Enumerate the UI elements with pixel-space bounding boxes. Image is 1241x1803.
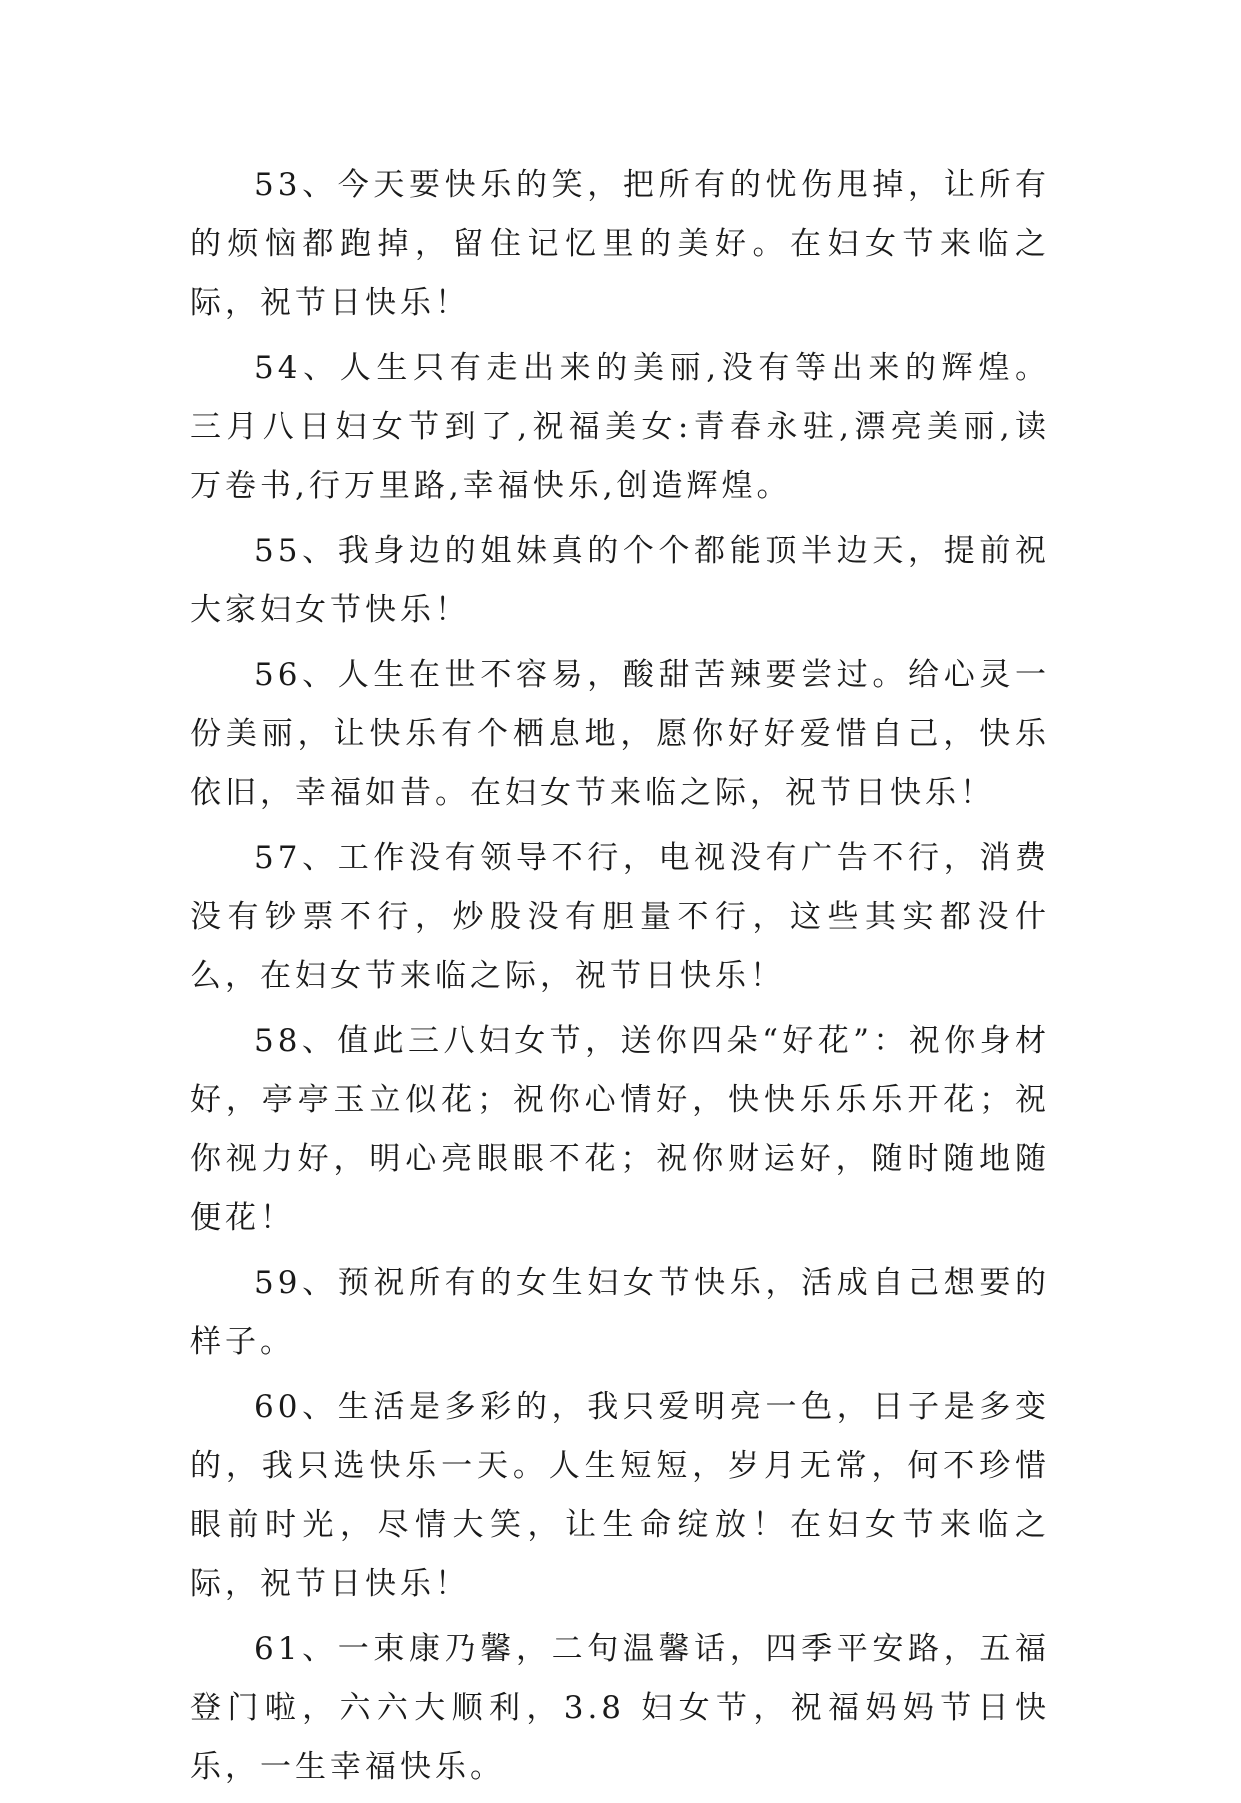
paragraph-60: 60、生活是多彩的，我只爱明亮一色，日子是多变的，我只选快乐一天。人生短短，岁月无常，何不珍惜眼前时光，尽情大笑，让生命绽放！在妇女节来临之际，祝节日快乐！ [190, 1389, 1050, 1602]
paragraph-61: 61、一束康乃馨，二句温馨话，四季平安路，五福登门啦，六六大顺利，3.8 妇女节，祝福妈妈节日快乐，一生幸福快乐。 [190, 1631, 1050, 1785]
paragraph-54: 54、人生只有走出来的美丽,没有等出来的辉煌。三月八日妇女节到了,祝福美女:青春永驻,漂亮美丽,读万卷书,行万里路,幸福快乐,创造辉煌。 [190, 350, 1050, 504]
paragraph-58: 58、值此三八妇女节，送你四朵“好花”：祝你身材好，亭亭玉立似花；祝你心情好，快快乐乐乐开花；祝你视力好，明心亮眼眼不花；祝你财运好，随时随地随便花！ [190, 1023, 1050, 1236]
paragraph-59: 59、预祝所有的女生妇女节快乐，活成自己想要的样子。 [190, 1265, 1050, 1360]
paragraph-57: 57、工作没有领导不行，电视没有广告不行，消费没有钞票不行，炒股没有胆量不行，这些其实都没什么，在妇女节来临之际，祝节日快乐！ [190, 840, 1050, 994]
paragraph-53: 53、今天要快乐的笑，把所有的忧伤甩掉，让所有的烦恼都跑掉，留住记忆里的美好。在妇女节来临之际，祝节日快乐！ [190, 167, 1050, 321]
paragraph-56: 56、人生在世不容易，酸甜苦辣要尝过。给心灵一份美丽，让快乐有个栖息地，愿你好好爱惜自己，快乐依旧，幸福如昔。在妇女节来临之际，祝节日快乐！ [190, 657, 1050, 811]
document-body [190, 156, 1050, 1803]
paragraph-55: 55、我身边的姐妹真的个个都能顶半边天，提前祝大家妇女节快乐！ [190, 533, 1050, 628]
